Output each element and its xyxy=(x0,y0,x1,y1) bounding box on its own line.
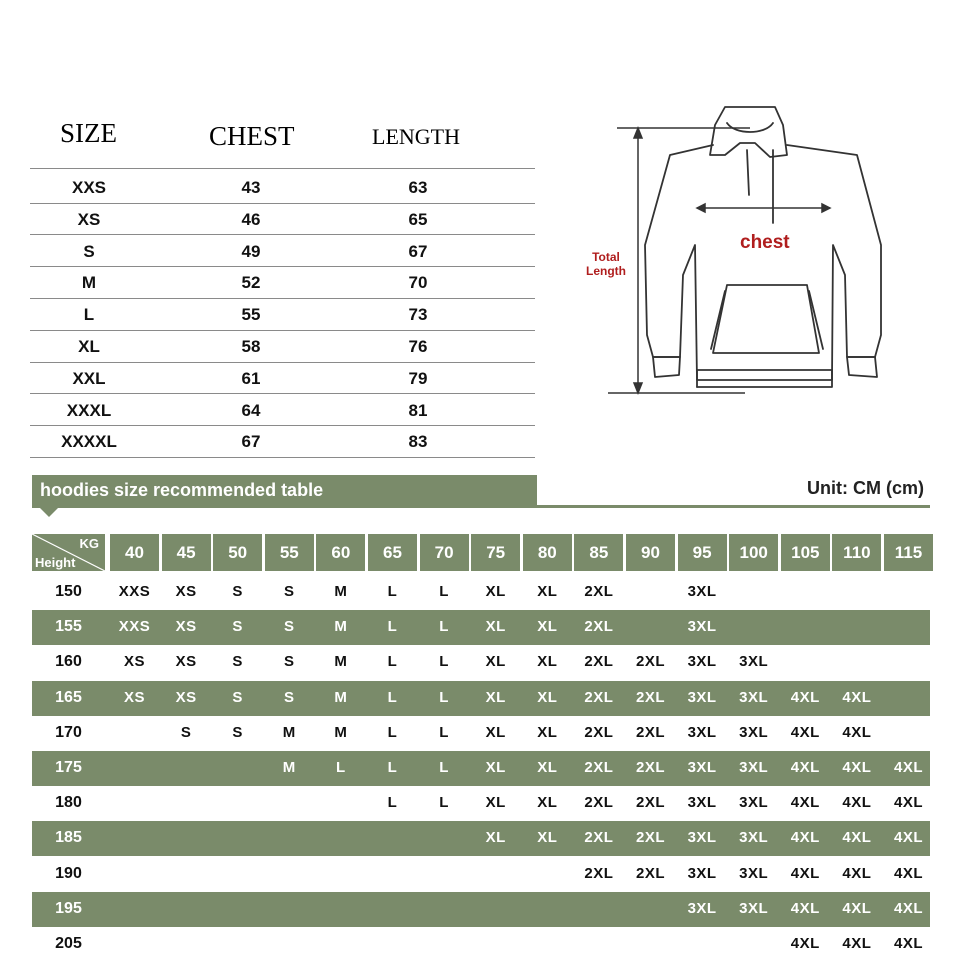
kg-header-cell: 80 xyxy=(523,534,572,571)
recommend-row xyxy=(32,575,930,610)
size-cell: M xyxy=(282,759,296,776)
size-cell: S xyxy=(180,723,192,741)
size-cell: XL xyxy=(537,794,558,812)
size-cell: S xyxy=(284,618,295,636)
total-length-label xyxy=(578,250,634,278)
size-cell: L xyxy=(387,653,398,671)
size-cell: 4XL xyxy=(842,688,872,706)
recommend-row xyxy=(32,786,930,821)
size-cell: L xyxy=(439,688,449,706)
size-cell: XXS xyxy=(71,178,107,197)
height-cell: 190 xyxy=(55,864,82,882)
recommend-row xyxy=(32,927,930,962)
size-cell: 2XL xyxy=(584,583,614,600)
size-cell: 3XL xyxy=(739,759,769,776)
chest-cell: 52 xyxy=(241,273,261,293)
banner-notch xyxy=(40,508,58,517)
kg-header-cell: 60 xyxy=(316,534,365,571)
size-cell: XXS xyxy=(118,583,151,600)
size-cell: 2XL xyxy=(584,618,614,636)
size-cell: 4XL xyxy=(790,688,820,706)
kg-header-cell: 95 xyxy=(678,534,727,571)
size-cell: XL xyxy=(537,723,558,741)
size-cell: 2XL xyxy=(635,829,665,847)
length-cell: 73 xyxy=(408,305,428,325)
size-cell: XS xyxy=(123,653,145,671)
size-cell: L xyxy=(387,618,398,636)
size-cell: 4XL xyxy=(893,794,923,812)
size-cell: XS xyxy=(123,688,145,706)
kg-header-cell: 85 xyxy=(574,534,623,571)
recommend-row xyxy=(32,821,930,856)
chest-cell: 55 xyxy=(241,305,261,325)
height-cell: 195 xyxy=(55,899,82,917)
size-cell: L xyxy=(387,759,398,776)
size-cell: 4XL xyxy=(842,899,872,917)
size-cell: S xyxy=(232,583,243,600)
size-row xyxy=(30,394,535,427)
size-cell: 3XL xyxy=(739,829,769,847)
size-cell: 4XL xyxy=(790,899,820,917)
size-cell: M xyxy=(334,583,348,600)
size-cell: 3XL xyxy=(739,794,769,812)
size-cell: 3XL xyxy=(739,864,769,882)
size-cell: 3XL xyxy=(687,829,717,847)
size-cell: 3XL xyxy=(687,759,717,776)
kg-header-cell: 100 xyxy=(729,534,778,571)
kg-header-cell: 110 xyxy=(832,534,881,571)
size-cell: XL xyxy=(78,337,100,356)
size-cell: 3XL xyxy=(739,653,769,671)
size-cell: XXXL xyxy=(66,400,112,420)
size-cell: 3XL xyxy=(739,688,769,706)
kg-header-cell: 65 xyxy=(368,534,417,571)
size-cell: 4XL xyxy=(893,935,923,952)
size-cell: 3XL xyxy=(687,653,717,671)
size-cell: M xyxy=(334,653,348,671)
size-cell: 4XL xyxy=(790,829,820,847)
size-cell: M xyxy=(334,688,348,706)
kg-header-cell: 70 xyxy=(420,534,469,571)
height-cell: 180 xyxy=(55,794,82,812)
chest-cell: 67 xyxy=(241,432,261,452)
size-cell: XXS xyxy=(118,618,151,636)
size-table-top-rule xyxy=(30,168,535,169)
length-cell: 63 xyxy=(408,178,428,197)
size-cell: 3XL xyxy=(687,794,717,812)
size-cell: XL xyxy=(485,759,506,776)
size-cell: 4XL xyxy=(790,759,820,776)
kg-header-cell: 105 xyxy=(781,534,830,571)
size-cell: L xyxy=(439,653,449,671)
chest-cell: 58 xyxy=(241,337,261,356)
size-cell: 4XL xyxy=(790,723,820,741)
length-header: LENGTH xyxy=(372,124,460,149)
size-cell: 2XL xyxy=(635,688,665,706)
length-cell: 81 xyxy=(408,400,428,420)
length-cell: 83 xyxy=(408,432,428,452)
length-cell: 67 xyxy=(408,241,428,261)
recommend-banner-title: hoodies size recommended table xyxy=(32,475,537,506)
size-cell: XL xyxy=(537,618,558,636)
chest-header: CHEST xyxy=(209,121,295,151)
size-row xyxy=(30,298,535,331)
size-cell: S xyxy=(83,241,95,261)
size-cell: 2XL xyxy=(584,794,614,812)
size-cell: 4XL xyxy=(842,864,872,882)
size-cell: M xyxy=(334,723,348,741)
size-cell: L xyxy=(439,794,449,812)
size-cell: S xyxy=(232,688,243,706)
size-cell: XS xyxy=(175,618,197,636)
size-cell: XL xyxy=(485,723,506,741)
size-cell: S xyxy=(284,653,295,671)
size-cell: L xyxy=(387,583,398,600)
size-cell: M xyxy=(81,273,97,293)
size-cell: M xyxy=(282,723,296,741)
chest-cell: 64 xyxy=(241,400,261,420)
length-cell: 70 xyxy=(408,273,428,293)
corner-cell xyxy=(32,534,105,571)
size-cell: XS xyxy=(77,209,101,229)
size-cell: XL xyxy=(485,688,506,706)
size-cell: XL xyxy=(537,829,558,847)
size-cell: 4XL xyxy=(790,794,820,812)
size-cell: 2XL xyxy=(584,653,614,671)
size-cell: 2XL xyxy=(635,723,665,741)
chest-cell: 43 xyxy=(241,178,261,197)
length-cell: 79 xyxy=(408,368,428,388)
size-cell: 4XL xyxy=(893,759,923,776)
size-cell: 3XL xyxy=(687,723,717,741)
kg-header-cell: 75 xyxy=(471,534,520,571)
size-cell: 3XL xyxy=(687,864,717,882)
size-cell: XXL xyxy=(72,368,106,388)
size-cell: L xyxy=(387,794,398,812)
kg-header-cell: 115 xyxy=(884,534,933,571)
size-cell: S xyxy=(284,583,295,600)
height-cell: 160 xyxy=(55,653,82,671)
size-cell: XL xyxy=(537,583,558,600)
size-cell: 3XL xyxy=(739,723,769,741)
size-cell: S xyxy=(232,618,243,636)
recommend-row xyxy=(32,857,930,892)
size-cell: 4XL xyxy=(842,723,872,741)
height-cell: 165 xyxy=(55,688,82,706)
size-cell: 4XL xyxy=(842,759,872,776)
recommend-row xyxy=(32,892,930,927)
size-row xyxy=(30,425,535,458)
size-cell: 4XL xyxy=(842,829,872,847)
height-cell: 185 xyxy=(55,829,82,847)
size-cell: S xyxy=(284,688,295,706)
corner-height-label: Height xyxy=(35,555,76,570)
size-cell: S xyxy=(232,723,243,741)
size-cell: L xyxy=(387,723,398,741)
size-cell: 2XL xyxy=(584,759,614,776)
size-cell: 2XL xyxy=(635,794,665,812)
size-cell: 4XL xyxy=(893,864,923,882)
height-cell: 205 xyxy=(55,935,82,952)
chest-cell: 46 xyxy=(241,209,261,229)
size-cell: 2XL xyxy=(635,653,665,671)
kg-header-cell: 45 xyxy=(162,534,211,571)
height-cell: 175 xyxy=(55,759,82,776)
height-cell: 170 xyxy=(55,723,82,741)
size-cell: XL xyxy=(485,829,506,847)
unit-label: Unit: CM (cm) xyxy=(807,478,924,498)
kg-header-cell: 90 xyxy=(626,534,675,571)
size-cell: XS xyxy=(175,688,197,706)
size-row xyxy=(30,235,535,268)
size-cell: 2XL xyxy=(635,759,665,776)
size-row xyxy=(30,266,535,299)
size-cell: XL xyxy=(537,688,558,706)
size-cell: L xyxy=(439,723,449,741)
size-cell: 4XL xyxy=(842,935,872,952)
size-row xyxy=(30,362,535,395)
size-cell: 3XL xyxy=(687,688,717,706)
chest-cell: 61 xyxy=(241,368,261,388)
size-row xyxy=(30,330,535,363)
size-cell: XS xyxy=(175,583,197,600)
kg-header-cell: 40 xyxy=(110,534,159,571)
recommend-row xyxy=(32,751,930,786)
recommend-row xyxy=(32,716,930,751)
size-cell: L xyxy=(439,618,449,636)
size-cell: 4XL xyxy=(790,864,820,882)
recommend-row xyxy=(32,681,930,716)
size-cell: 2XL xyxy=(635,864,665,882)
total-length-label-line2: Length xyxy=(586,264,626,278)
banner-rule xyxy=(32,505,930,508)
size-cell: 2XL xyxy=(584,688,614,706)
height-cell: 155 xyxy=(55,618,82,636)
size-cell: L xyxy=(83,305,95,325)
size-cell: 2XL xyxy=(584,864,614,882)
size-cell: L xyxy=(439,759,449,776)
recommend-row xyxy=(32,610,930,645)
size-cell: 4XL xyxy=(893,899,923,917)
size-cell: XXXXL xyxy=(61,432,117,452)
size-cell: S xyxy=(232,653,243,671)
size-cell: L xyxy=(387,688,398,706)
size-cell: 3XL xyxy=(739,899,769,917)
size-cell: XL xyxy=(537,653,558,671)
size-cell: M xyxy=(334,618,348,636)
size-cell: XL xyxy=(485,653,506,671)
size-cell: 4XL xyxy=(790,935,820,952)
size-cell: 2XL xyxy=(584,723,614,741)
size-cell: 3XL xyxy=(687,583,717,600)
size-cell: L xyxy=(336,759,346,776)
size-row xyxy=(30,203,535,236)
length-cell: 76 xyxy=(408,337,428,356)
size-cell: 2XL xyxy=(584,829,614,847)
kg-header-cell: 55 xyxy=(265,534,314,571)
size-cell: XL xyxy=(485,618,506,636)
size-cell: 3XL xyxy=(687,618,717,636)
size-header: SIZE xyxy=(60,118,117,148)
size-cell: L xyxy=(439,583,449,600)
chest-cell: 49 xyxy=(241,241,261,261)
recommend-row xyxy=(32,645,930,680)
size-cell: 3XL xyxy=(687,899,717,917)
size-cell: XS xyxy=(175,653,197,671)
size-row xyxy=(30,171,535,204)
length-cell: 65 xyxy=(408,209,428,229)
corner-kg-label: KG xyxy=(79,536,99,551)
size-cell: XL xyxy=(485,794,506,812)
size-cell: XL xyxy=(485,583,506,600)
size-cell: XL xyxy=(537,759,558,776)
size-cell: 4XL xyxy=(842,794,872,812)
total-length-label-line1: Total xyxy=(592,250,620,264)
height-cell: 150 xyxy=(55,583,82,600)
size-cell: 4XL xyxy=(893,829,923,847)
chest-label: chest xyxy=(740,232,790,253)
kg-header-cell: 50 xyxy=(213,534,262,571)
